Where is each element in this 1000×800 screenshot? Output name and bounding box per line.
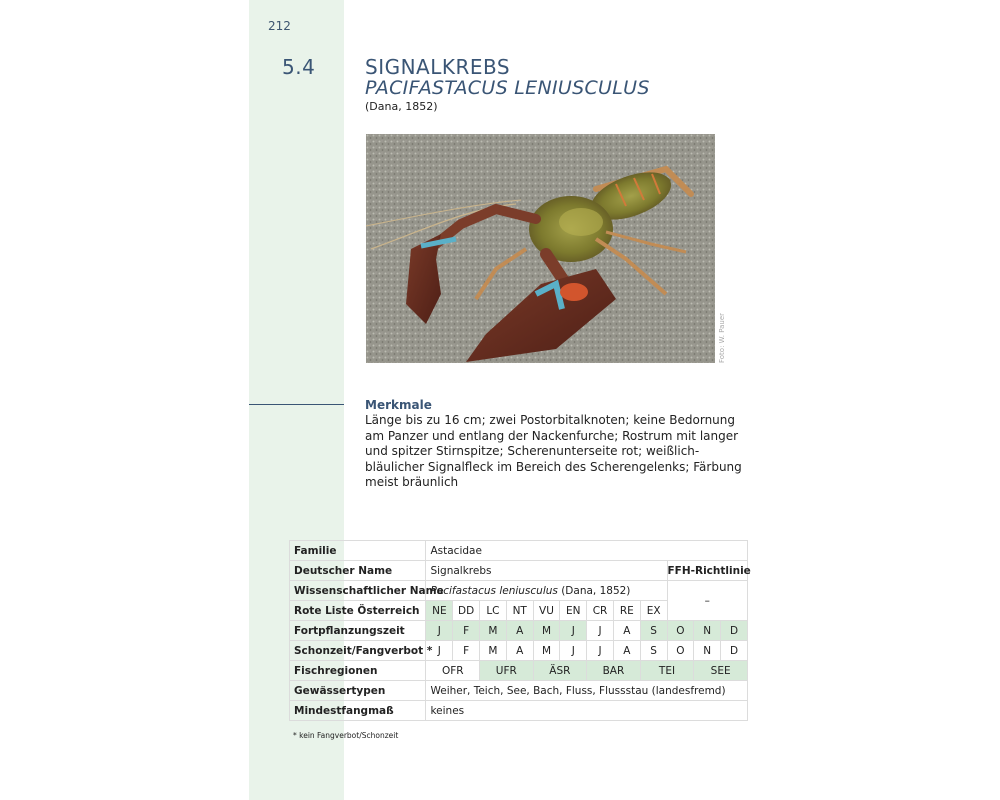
german-name-value: Signalkrebs [426, 561, 667, 581]
reproduction-month: D [721, 621, 748, 641]
red-list-category: EX [640, 601, 667, 621]
table-row-fish-regions [290, 661, 748, 681]
closed-season-month: O [667, 641, 694, 661]
row-label: Gewässertypen [290, 681, 426, 701]
red-list-category: EN [560, 601, 587, 621]
closed-season-month: F [453, 641, 480, 661]
water-types-value: Weiher, Teich, See, Bach, Fluss, Flussstau (landesfremd) [426, 681, 748, 701]
scientific-name-value [426, 581, 667, 601]
reproduction-month: J [587, 621, 614, 641]
scientific-name-italic: Pacifastacus leniusculus [430, 584, 558, 597]
table-row-scientific-name [290, 581, 748, 601]
section-divider [249, 404, 344, 405]
ffh-value: – [667, 581, 748, 621]
red-list-category: VU [533, 601, 560, 621]
table-row-family [290, 541, 748, 561]
closed-season-month: M [480, 641, 507, 661]
scientific-name-author: (Dana, 1852) [557, 584, 631, 597]
row-label: Deutscher Name [290, 561, 426, 581]
ffh-label: FFH-Richtlinie [667, 561, 748, 581]
row-label: Rote Liste Österreich [290, 601, 426, 621]
row-label: Familie [290, 541, 426, 561]
page-number: 212 [268, 19, 291, 33]
closed-season-month: S [640, 641, 667, 661]
section-number: 5.4 [282, 55, 316, 79]
reproduction-month: M [480, 621, 507, 641]
red-list-category: RE [613, 601, 640, 621]
features-text: Länge bis zu 16 cm; zwei Postorbitalknoten; keine Bedornung am Panzer und entlang der Nackenfurche; Rostrum mit langer und spitzer Stirnspitze; Scherenunterseite rot; weißlich-bläulicher Signalfleck im Bereich des Scherengelenks; Färbung meist bräunlich [365, 413, 742, 489]
fish-region: ÄSR [533, 661, 587, 681]
closed-season-month: J [587, 641, 614, 661]
footnote: * kein Fangverbot/Schonzeit [293, 731, 399, 740]
reproduction-month: A [506, 621, 533, 641]
closed-season-month: M [533, 641, 560, 661]
fish-region: BAR [587, 661, 641, 681]
page-title: SIGNALKREBS [365, 55, 511, 79]
red-list-category: NT [506, 601, 533, 621]
closed-season-month: J [426, 641, 453, 661]
reproduction-month: J [560, 621, 587, 641]
species-info-table [289, 540, 751, 721]
scientific-name: PACIFASTACUS LENIUSCULUS [365, 77, 650, 99]
closed-season-month: D [721, 641, 748, 661]
table-row-closed-season [290, 641, 748, 661]
reproduction-month: O [667, 621, 694, 641]
fish-region: TEI [640, 661, 694, 681]
table-row-german-name [290, 561, 748, 581]
reproduction-month: J [426, 621, 453, 641]
closed-season-month: N [694, 641, 721, 661]
fish-region: UFR [480, 661, 534, 681]
fish-region: OFR [426, 661, 480, 681]
red-list-category: DD [453, 601, 480, 621]
row-label: Mindestfangmaß [290, 701, 426, 721]
crayfish-illustration [366, 134, 715, 363]
row-label: Schonzeit/Fangverbot * [290, 641, 426, 661]
red-list-category: CR [587, 601, 614, 621]
red-list-category: LC [480, 601, 507, 621]
crayfish-photo [366, 134, 715, 363]
photo-credit: Foto: W. Pauer [718, 312, 726, 363]
table-row-min-size [290, 701, 748, 721]
table-row-water-types [290, 681, 748, 701]
row-label: Wissenschaftlicher Name [290, 581, 426, 601]
row-label: Fischregionen [290, 661, 426, 681]
species-author: (Dana, 1852) [365, 100, 438, 113]
closed-season-month: J [560, 641, 587, 661]
features-heading: Merkmale [365, 398, 432, 412]
closed-season-month: A [613, 641, 640, 661]
reproduction-month: S [640, 621, 667, 641]
row-label: Fortpflanzungszeit [290, 621, 426, 641]
family-value: Astacidae [426, 541, 748, 561]
reproduction-month: N [694, 621, 721, 641]
reproduction-month: M [533, 621, 560, 641]
table-row-reproduction [290, 621, 748, 641]
red-list-category: NE [426, 601, 453, 621]
fish-region: SEE [694, 661, 748, 681]
reproduction-month: F [453, 621, 480, 641]
reproduction-month: A [613, 621, 640, 641]
closed-season-month: A [506, 641, 533, 661]
min-size-value: keines [426, 701, 748, 721]
